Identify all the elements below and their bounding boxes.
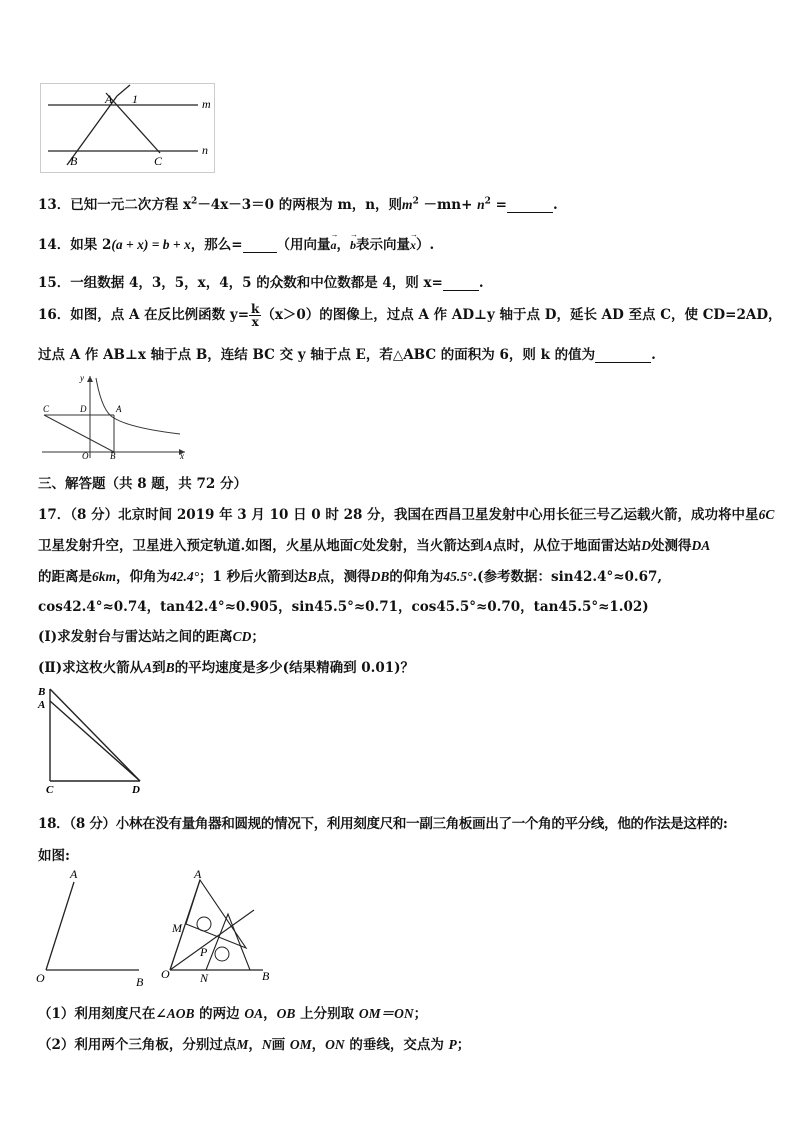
question-18-line1: 18．（8 分）小林在没有量角器和圆规的情况下，利用刻度尺和一副三角板画出了一个角的平分线，他的作法是这样的: [38, 816, 728, 832]
hyperbola-figure [40, 372, 190, 460]
q14-text4: 表示向量 [356, 237, 411, 253]
q17-line1-text: 17．（8 分）北京时间 2019 年 3 月 10 日 0 时 28 分，我国在西昌卫星发射中心用长征三号乙运载火箭，成功将中星 [38, 507, 759, 523]
q14-number: 14． [38, 237, 71, 253]
question-18-step1 [38, 1002, 427, 1022]
q14-sep: ， [336, 237, 351, 253]
step2-M: M [236, 1037, 249, 1052]
label-B: B [38, 686, 46, 698]
bisector-construction-figure [158, 866, 278, 988]
q13-text1: 已知一元二次方程 x [70, 197, 192, 213]
rocket-triangle-figure [36, 683, 151, 795]
q17-point-A: A [483, 538, 493, 553]
question-17-line2 [38, 534, 710, 554]
label-N: N [200, 971, 209, 985]
q17-satellite-6c: 6C [758, 507, 775, 522]
question-14 [38, 233, 434, 253]
step2-a: （2）利用两个三角板，分别过点 [38, 1037, 237, 1053]
q16-text2: （x＞0）的图像上，过点 A 作 AD⊥y 轴于点 D，延长 AD 至点 C，使 CD=2AD， [261, 307, 782, 323]
parallel-lines-figure [40, 83, 215, 173]
segment-cb [44, 415, 114, 452]
q17-line2-d: 处测得 [650, 538, 692, 554]
step1-b: 的两边 [194, 1006, 245, 1022]
label-A: A [38, 699, 46, 711]
q17-line3-f: .(参考数据：sin42.4°≈0.67, [472, 569, 663, 585]
step1-OM-ON: OM＝ON [358, 1006, 414, 1021]
q17-DB: DB [370, 569, 390, 584]
ruler-hole-2 [215, 947, 229, 961]
answer-blank-14[interactable] [243, 240, 277, 253]
step1-e: ； [413, 1006, 428, 1022]
q17-sub2-A: A [143, 660, 153, 675]
ruler-hole-1 [197, 917, 211, 931]
vector-b: → b [350, 238, 356, 253]
label-M: M [172, 921, 182, 935]
q13-text3: －mn+ [418, 197, 478, 213]
q13-text4: = [490, 197, 507, 213]
q13-n: n [477, 197, 485, 212]
q17-point-B: B [307, 569, 317, 584]
q17-point-C: C [353, 538, 363, 553]
step2-N: N [261, 1037, 272, 1052]
label-B: B [70, 154, 78, 168]
label-O: O [36, 971, 45, 985]
label-B: B [136, 975, 144, 988]
label-A: A [105, 92, 113, 106]
triangle-ruler-2 [206, 914, 250, 970]
label-A: A [194, 867, 202, 881]
q17-line2-c: 点时，从位于地面雷达站 [492, 538, 642, 554]
q17-distance: 6km [92, 569, 117, 584]
question-17-line1 [38, 503, 774, 523]
q15-number: 15． [38, 275, 71, 291]
ray-top [117, 85, 130, 96]
label-m: m [202, 97, 211, 111]
label-C: C [46, 784, 54, 795]
label-B: B [262, 969, 270, 983]
question-13 [38, 193, 558, 213]
label-A: A [70, 867, 78, 881]
answer-blank-13[interactable] [507, 200, 553, 213]
q14-text5: ）. [416, 237, 435, 253]
question-18-step2 [38, 1033, 470, 1053]
q15-text: 一组数据 4，3，5，x，4，5 的众数和中位数都是 4，则 x= [70, 275, 443, 291]
step1-c: ， [263, 1006, 277, 1022]
step2-b: ， [248, 1037, 262, 1053]
label-x: x [180, 451, 184, 460]
step1-AOB: AOB [166, 1006, 195, 1021]
q13-sup3: 2 [484, 196, 491, 207]
section-3-heading: 三、解答题（共 8 题，共 72 分） [38, 476, 247, 492]
step1-d: 上分别取 [295, 1006, 359, 1022]
q17-sub2-c: 的平均速度是多少(结果精确到 0.01)？ [174, 660, 415, 676]
q17-CD: CD [232, 629, 252, 644]
q14-text3: （用向量 [276, 237, 331, 253]
label-A: A [116, 404, 122, 414]
step2-c: 画 [271, 1037, 290, 1053]
label-O: O [161, 967, 170, 981]
q13-text2: －4x－3＝0 的两根为 m，n，则 [197, 197, 403, 213]
answer-blank-15[interactable] [443, 278, 479, 291]
step1-OA: OA [244, 1006, 264, 1021]
q17-point-D: D [641, 538, 651, 553]
step2-OM: OM [289, 1037, 312, 1052]
label-B: B [110, 451, 116, 460]
question-17-sub2 [38, 656, 414, 676]
q17-line2-b: 处发射，当火箭达到 [362, 538, 484, 554]
ray-oa [46, 882, 74, 970]
q13-sup2: 2 [412, 196, 419, 207]
q17-sub1-text: (Ⅰ)求发射台与雷达站之间的距离 [38, 629, 233, 645]
q17-DA: DA [691, 538, 711, 553]
q14-text2: ，那么= [190, 237, 243, 253]
fraction-numerator: k [251, 302, 260, 316]
vector-x: → x [410, 238, 416, 253]
hyperbola-curve [96, 378, 180, 434]
q17-sub2-B: B [165, 660, 175, 675]
q17-line3-a: 的距离是 [38, 569, 92, 585]
label-D: D [80, 404, 87, 414]
fraction-k-over-x [249, 303, 261, 328]
label-1: 1 [132, 92, 138, 106]
label-y: y [80, 373, 84, 383]
q17-sub2-a: (Ⅱ)求这枚火箭从 [38, 660, 144, 676]
step2-d: ， [311, 1037, 326, 1053]
label-D: D [132, 784, 140, 795]
label-n: n [202, 143, 208, 157]
answer-blank-16[interactable] [595, 350, 651, 363]
step1-a: （1）利用刻度尺在∠ [38, 1006, 167, 1022]
q17-sub1-end: ； [251, 629, 265, 645]
q17-line3-d: 点，测得 [316, 569, 371, 585]
q16-number: 16． [38, 307, 71, 323]
angle-aob-figure [34, 866, 154, 988]
label-C: C [154, 154, 163, 168]
question-16-line2 [38, 343, 656, 363]
q17-angle1: 42.4° [170, 569, 200, 584]
step2-e: 的垂线，交点为 [344, 1037, 449, 1053]
q17-line2-a: 卫星发射升空，卫星进入预定轨道.如图，火星从地面 [38, 538, 354, 554]
q16-line2-text: 过点 A 作 AB⊥x 轴于点 B，连结 BC 交 y 轴于点 E，若△ABC 的面积为 6，则 k 的值为 [38, 347, 596, 363]
q16-text1: 如图，点 A 在反比例函数 y= [70, 307, 250, 323]
label-P: P [200, 945, 208, 959]
q13-end: . [552, 197, 558, 213]
question-17-line3 [38, 565, 662, 585]
q13-m: m [402, 197, 413, 212]
q17-angle2: 45.5° [443, 569, 473, 584]
bisector-line [170, 910, 254, 970]
question-16 [38, 303, 782, 328]
fraction-denominator: x [251, 315, 259, 329]
q13-number: 13． [38, 197, 71, 213]
q15-end: . [478, 275, 484, 291]
step2-f: ； [456, 1037, 471, 1053]
vector-a: → a [331, 238, 337, 253]
q17-sub2-b: 到 [152, 660, 166, 676]
q14-text1: 如果 2 [70, 237, 112, 253]
q13-sup: 2 [191, 196, 198, 207]
label-C: C [43, 404, 50, 414]
q17-line3-b: ，仰角为 [116, 569, 171, 585]
q17-line3-c: ；1 秒后火箭到达 [199, 569, 308, 585]
q16-end: . [651, 347, 656, 363]
question-18-line2: 如图: [38, 848, 70, 864]
q17-line3-e: 的仰角为 [389, 569, 444, 585]
segment-bd [50, 689, 140, 781]
step1-OB: OB [276, 1006, 296, 1021]
label-O: O [82, 451, 89, 460]
question-17-sub1 [38, 625, 265, 645]
step2-P: P [448, 1037, 457, 1052]
segment-ad [50, 701, 140, 781]
step2-ON: ON [325, 1037, 345, 1052]
question-15 [38, 271, 484, 291]
question-17-line4: cos42.4°≈0.74，tan42.4°≈0.905，sin45.5°≈0.71，cos45.5°≈0.70，tan45.5°≈1.02) [38, 599, 649, 615]
q14-vector-expression: (a + x) = b + x [111, 237, 191, 252]
